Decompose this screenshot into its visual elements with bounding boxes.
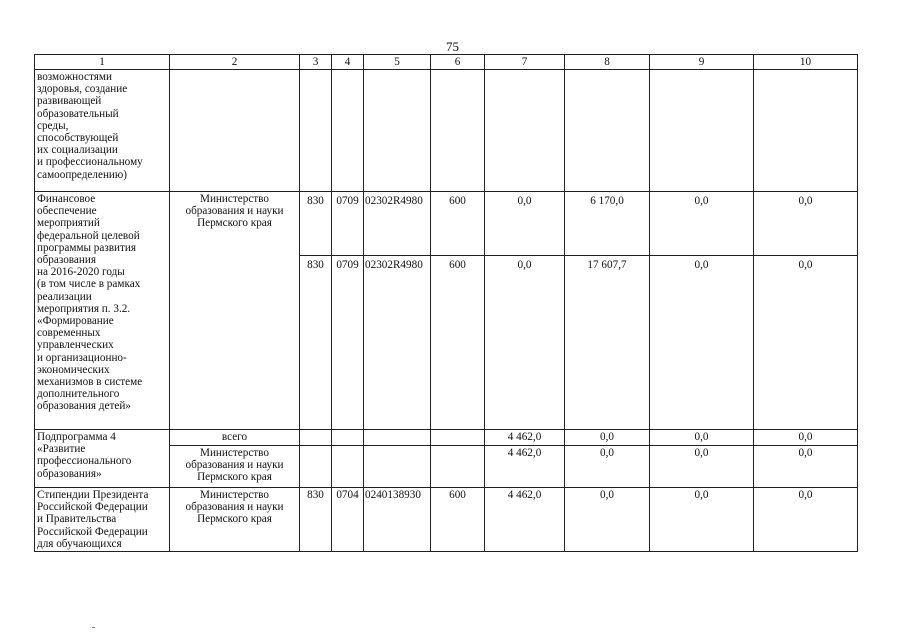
col-header: 1: [35, 55, 170, 70]
organization: Министерство образования и науки Пермского края: [170, 488, 300, 552]
cell-grbs: 830: [300, 192, 332, 256]
table-row: [35, 192, 858, 256]
cell-section: 0709: [332, 192, 364, 256]
col-header: 6: [431, 55, 485, 70]
col-header: 4: [332, 55, 364, 70]
organization: Министерство образования и науки Пермского края: [170, 192, 300, 430]
cell-value: 0,0: [650, 256, 754, 430]
table-row: [35, 430, 858, 446]
cell-section: 0704: [332, 488, 364, 552]
row-name: Подпрограмма 4 «Развитие профессионального образования»: [35, 430, 170, 488]
cell-value: 0,0: [565, 446, 650, 488]
cell-value: 0,0: [650, 192, 754, 256]
cell-value: 0,0: [485, 256, 565, 430]
col-header: 9: [650, 55, 754, 70]
table-row: [35, 488, 858, 552]
row-name: Финансовое обеспечение мероприятий федеральной целевой программы развития образования на 2016-2020 годы (в том числе в рамках реализации мероприятия п. 3.2. «Формирование современных управленческих и организационно- экономических механизмов в системе дополнительного образования детей»: [35, 192, 170, 430]
col-header: 7: [485, 55, 565, 70]
cell-value: 0,0: [650, 488, 754, 552]
cell-target: 02302R4980: [364, 256, 431, 430]
cell-value: 17 607,7: [565, 256, 650, 430]
page-number: 75: [446, 39, 459, 54]
cell-value: 0,0: [650, 430, 754, 446]
cell-type: 600: [431, 256, 485, 430]
cell-target: 02302R4980: [364, 192, 431, 256]
cell-value: 0,0: [565, 430, 650, 446]
organization: всего: [170, 430, 300, 446]
cell-value: 6 170,0: [565, 192, 650, 256]
cell-grbs: 830: [300, 256, 332, 430]
cell-type: 600: [431, 192, 485, 256]
cell-value: 0,0: [565, 488, 650, 552]
col-header: 10: [754, 55, 858, 70]
cell-value: 0,0: [485, 192, 565, 256]
header-row: [35, 55, 858, 70]
cell-value: 4 462,0: [485, 430, 565, 446]
col-header: 2: [170, 55, 300, 70]
cell-type: 600: [431, 488, 485, 552]
row-name: Стипендии Президента Российской Федерации и Правительства Российской Федерации для обучающихся: [35, 488, 170, 552]
table-row: [35, 70, 858, 192]
cell-value: 0,0: [754, 446, 858, 488]
cell-value: 0,0: [754, 430, 858, 446]
row-name: возможностями здоровья, создание развивающей образовательный среды, способствующей их социализации и профессиональному самоопределению): [35, 70, 170, 192]
cell-target: 0240138930: [364, 488, 431, 552]
organization: Министерство образования и науки Пермского края: [170, 446, 300, 488]
scan-speck: [92, 627, 95, 628]
col-header: 8: [565, 55, 650, 70]
cell-value: 0,0: [754, 488, 858, 552]
cell-value: 4 462,0: [485, 488, 565, 552]
cell-value: 4 462,0: [485, 446, 565, 488]
cell-value: 0,0: [650, 446, 754, 488]
col-header: 3: [300, 55, 332, 70]
cell-value: 0,0: [754, 192, 858, 256]
cell-section: 0709: [332, 256, 364, 430]
col-header: 5: [364, 55, 431, 70]
cell-value: 0,0: [754, 256, 858, 430]
cell-grbs: 830: [300, 488, 332, 552]
budget-table: [34, 54, 858, 552]
